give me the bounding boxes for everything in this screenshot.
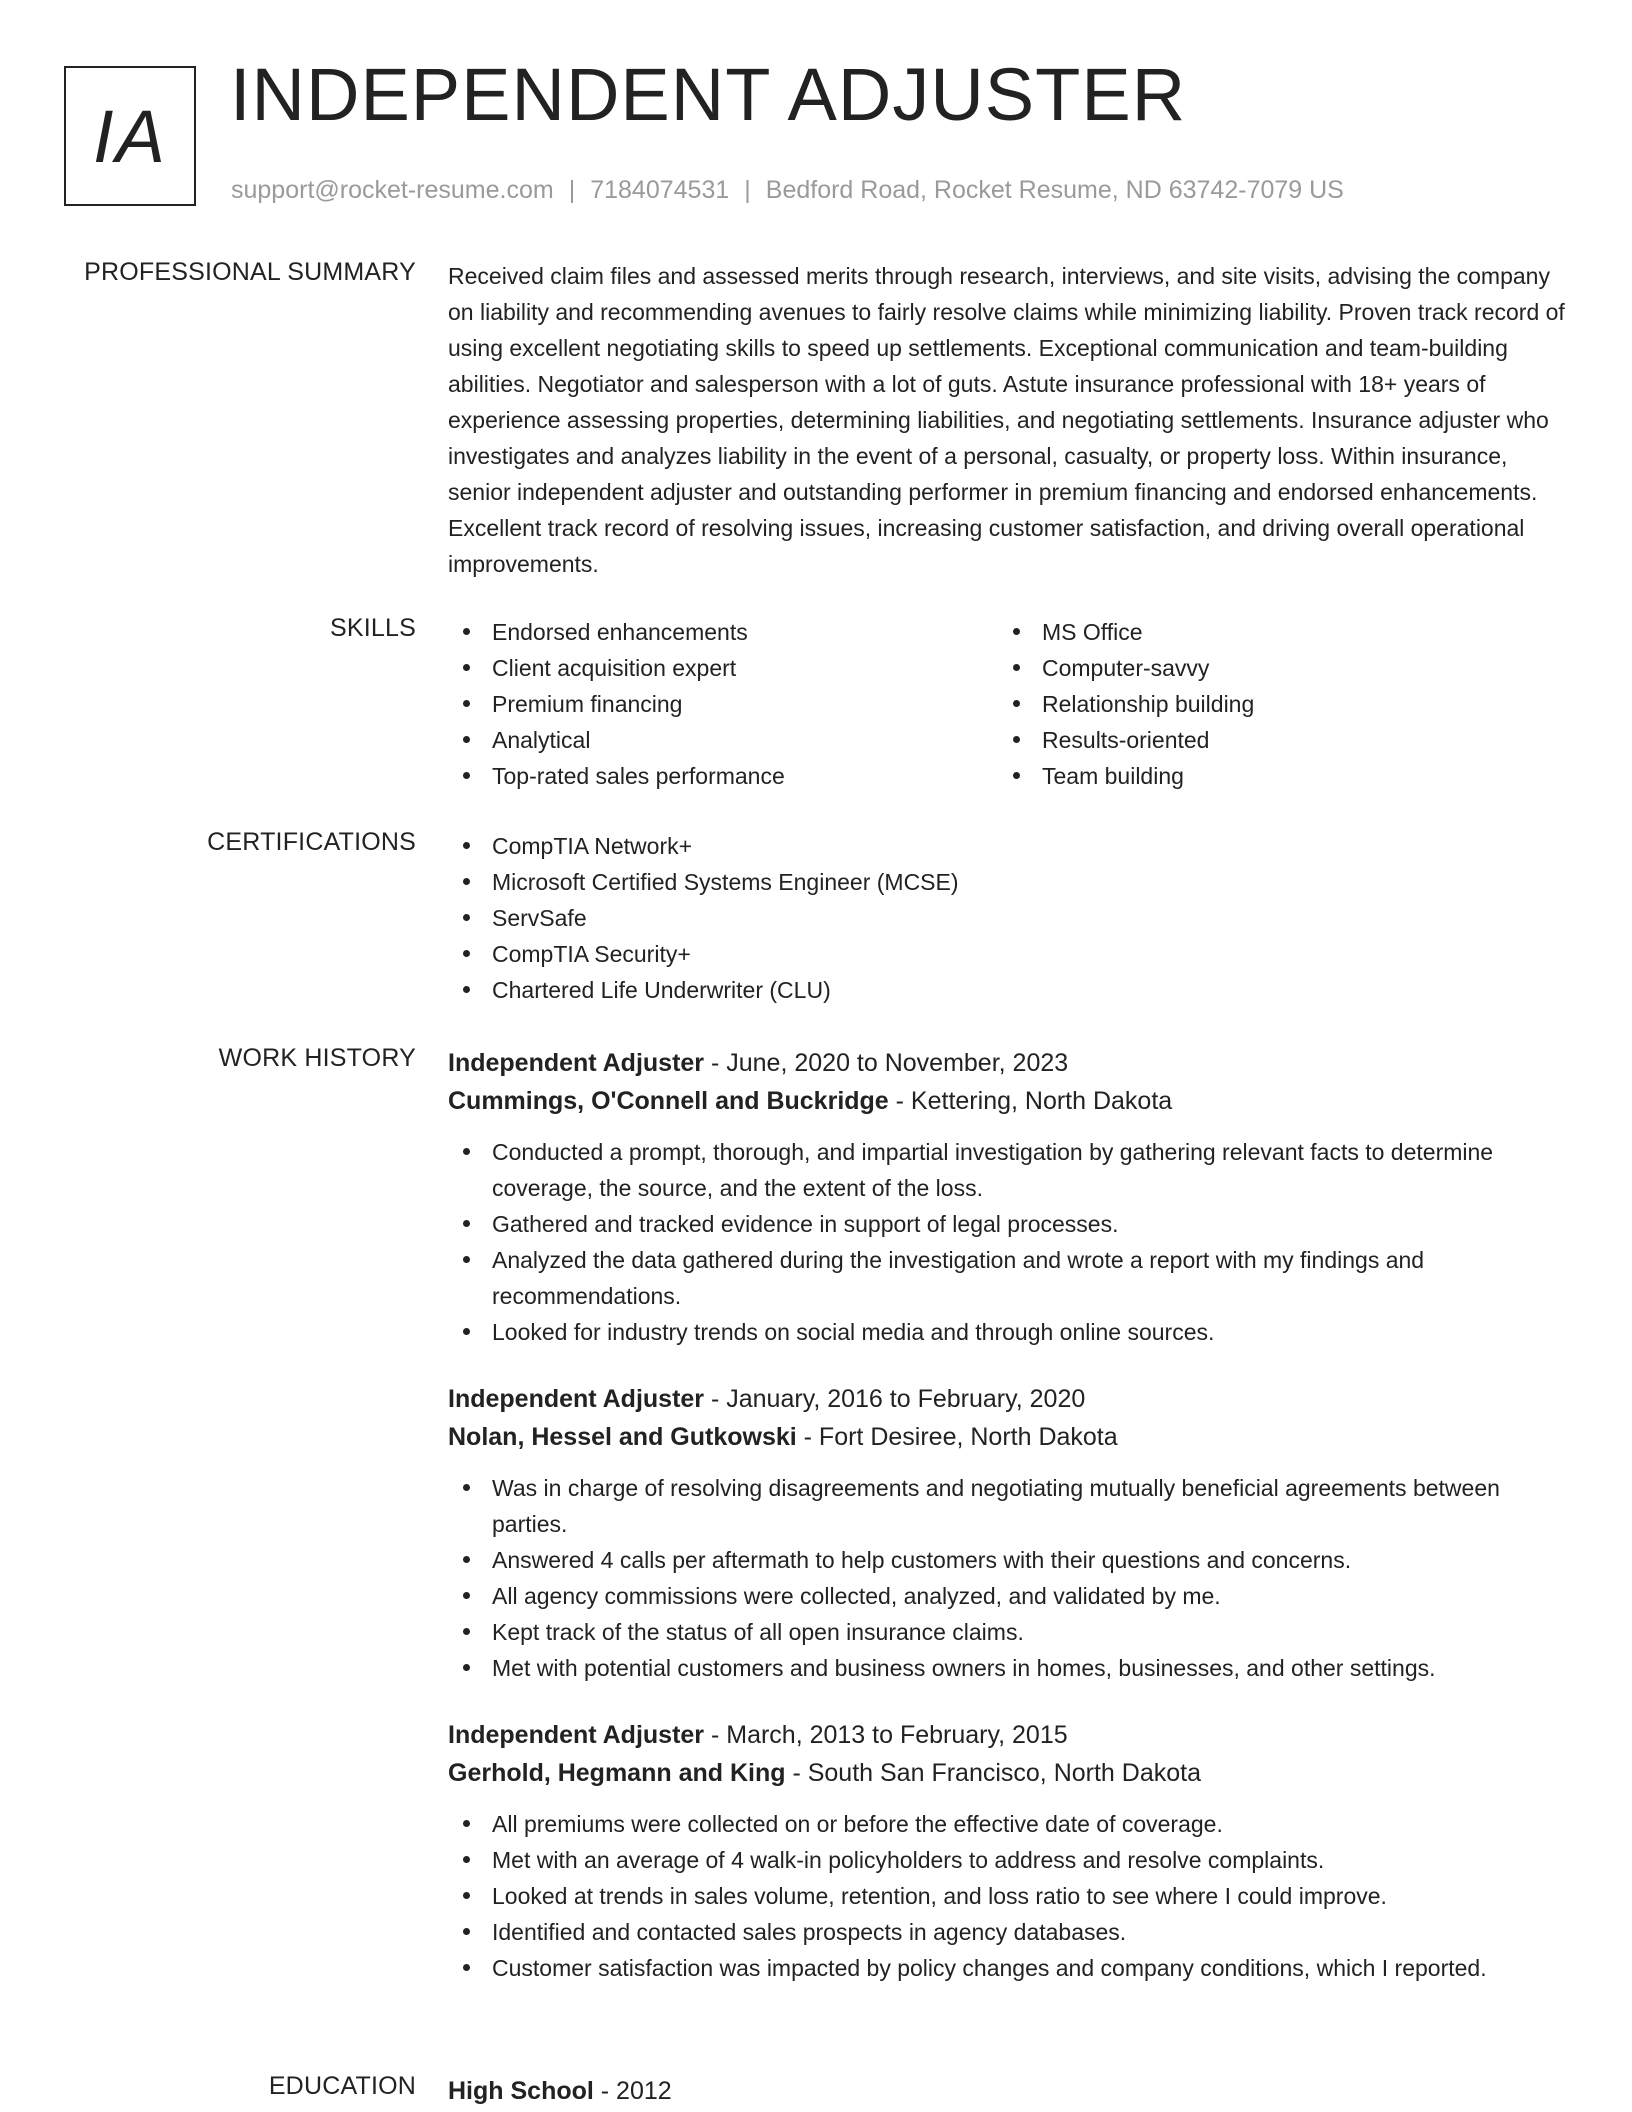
skills-content xyxy=(448,614,1566,794)
job-title-line xyxy=(448,1380,1566,1418)
job-dates: - March, 2013 to February, 2015 xyxy=(704,1721,1068,1749)
contact-address: Bedford Road, Rocket Resume, ND 63742-7079 US xyxy=(765,176,1344,204)
job-bullet: Was in charge of resolving disagreements and negotiating mutually beneficial agreements between parties. xyxy=(448,1470,1566,1542)
certification-item: CompTIA Security+ xyxy=(448,936,1566,972)
job-bullet: Analyzed the data gathered during the investigation and wrote a report with my findings and recommendations. xyxy=(448,1242,1566,1314)
skill-item: Team building xyxy=(998,758,1548,794)
monogram-logo: IA xyxy=(64,66,196,206)
skill-item: Client acquisition expert xyxy=(448,650,998,686)
skills-column-2 xyxy=(998,614,1548,794)
education-content xyxy=(448,2072,1566,2110)
job-bullet: Conducted a prompt, thorough, and impartial investigation by gathering relevant facts to determine coverage, the source, and the extent of the loss. xyxy=(448,1134,1566,1206)
contact-email[interactable]: support@rocket-resume.com xyxy=(231,176,554,204)
certifications-content xyxy=(448,828,1566,1008)
skill-item: MS Office xyxy=(998,614,1548,650)
job-company: Cummings, O'Connell and Buckridge xyxy=(448,1087,889,1115)
work-history-content xyxy=(448,1044,1566,1986)
certifications-list xyxy=(448,828,1566,1008)
section-label-certifications: CERTIFICATIONS xyxy=(207,828,416,856)
skill-item: Endorsed enhancements xyxy=(448,614,998,650)
job-entry xyxy=(448,1380,1566,1686)
job-title: Independent Adjuster xyxy=(448,1385,705,1413)
education-year: - 2012 xyxy=(593,2077,672,2105)
job-bullet: Customer satisfaction was impacted by policy changes and company conditions, which I reported. xyxy=(448,1950,1566,1986)
skills-column-1 xyxy=(448,614,998,794)
job-entry xyxy=(448,1716,1566,1986)
contact-line xyxy=(231,176,1344,205)
job-location: - South San Francisco, North Dakota xyxy=(785,1759,1201,1787)
job-company-line xyxy=(448,1754,1566,1792)
certification-item: Chartered Life Underwriter (CLU) xyxy=(448,972,1566,1008)
job-title-line xyxy=(448,1044,1566,1082)
job-location: - Fort Desiree, North Dakota xyxy=(796,1423,1118,1451)
section-label-education: EDUCATION xyxy=(268,2072,416,2100)
contact-phone[interactable]: 7184074531 xyxy=(590,176,730,204)
section-label-work-history: WORK HISTORY xyxy=(218,1044,416,1072)
job-title-line xyxy=(448,1716,1566,1754)
job-title: Independent Adjuster xyxy=(448,1721,705,1749)
job-company: Gerhold, Hegmann and King xyxy=(448,1759,786,1787)
job-company-line xyxy=(448,1082,1566,1120)
job-bullet: Answered 4 calls per aftermath to help customers with their questions and concerns. xyxy=(448,1542,1566,1578)
skill-item: Premium financing xyxy=(448,686,998,722)
job-bullet: All agency commissions were collected, analyzed, and validated by me. xyxy=(448,1578,1566,1614)
education-school: High School xyxy=(448,2077,594,2105)
job-bullet: All premiums were collected on or before the effective date of coverage. xyxy=(448,1806,1566,1842)
contact-separator: | xyxy=(568,176,576,204)
certification-item: CompTIA Network+ xyxy=(448,828,1566,864)
job-dates: - January, 2016 to February, 2020 xyxy=(704,1385,1086,1413)
job-location: - Kettering, North Dakota xyxy=(888,1087,1173,1115)
job-company: Nolan, Hessel and Gutkowski xyxy=(448,1423,797,1451)
job-bullets xyxy=(448,1470,1566,1686)
job-company-line xyxy=(448,1418,1566,1456)
skill-item: Top-rated sales performance xyxy=(448,758,998,794)
education-line xyxy=(448,2072,1566,2110)
skill-item: Analytical xyxy=(448,722,998,758)
job-dates: - June, 2020 to November, 2023 xyxy=(704,1049,1069,1077)
job-bullet: Looked for industry trends on social media and through online sources. xyxy=(448,1314,1566,1350)
job-bullet: Looked at trends in sales volume, retention, and loss ratio to see where I could improve. xyxy=(448,1878,1566,1914)
skill-item: Results-oriented xyxy=(998,722,1548,758)
summary-text: Received claim files and assessed merits through research, interviews, and site visits, advising the company on liability and recommending avenues to fairly resolve claims while minimizing liability. Proven track record of using excellent negotiating skills to speed up settlements. Exceptional communication and team-building abilities. Negotiator and salesperson with a lot of guts. Astute insurance professional with 18+ years of experience assessing properties, determining liabilities, and negotiating settlements. Insurance adjuster who investigates and analyzes liability in the event of a personal, casualty, or property loss. Within insurance, senior independent adjuster and outstanding performer in premium financing and endorsed enhancements. Excellent track record of resolving issues, increasing customer satisfaction, and driving overall operational improvements. xyxy=(448,263,1565,577)
job-bullet: Gathered and tracked evidence in support of legal processes. xyxy=(448,1206,1566,1242)
job-bullet: Identified and contacted sales prospects in agency databases. xyxy=(448,1914,1566,1950)
section-label-summary: PROFESSIONAL SUMMARY xyxy=(84,258,416,286)
job-bullets xyxy=(448,1806,1566,1986)
job-bullet: Met with an average of 4 walk-in policyholders to address and resolve complaints. xyxy=(448,1842,1566,1878)
certification-item: ServSafe xyxy=(448,900,1566,936)
job-bullets xyxy=(448,1134,1566,1350)
job-bullet: Kept track of the status of all open insurance claims. xyxy=(448,1614,1566,1650)
job-entry xyxy=(448,1044,1566,1350)
job-bullet: Met with potential customers and business owners in homes, businesses, and other settings. xyxy=(448,1650,1566,1686)
skill-item: Computer-savvy xyxy=(998,650,1548,686)
certification-item: Microsoft Certified Systems Engineer (MCSE) xyxy=(448,864,1566,900)
job-title: Independent Adjuster xyxy=(448,1049,705,1077)
section-label-skills: SKILLS xyxy=(330,614,416,642)
summary-content xyxy=(448,258,1566,582)
skill-item: Relationship building xyxy=(998,686,1548,722)
contact-separator: | xyxy=(744,176,751,204)
candidate-name: INDEPENDENT ADJUSTER xyxy=(230,53,1187,136)
